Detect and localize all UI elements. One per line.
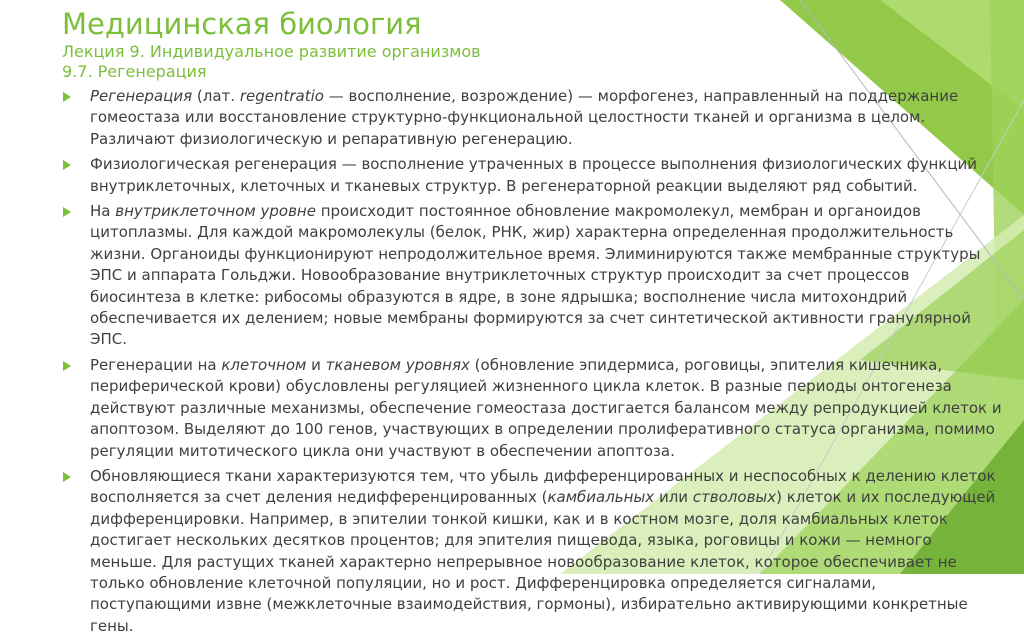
bullet-italic-term: тканевом уровнях xyxy=(325,355,470,374)
bullet-text: Регенерации на xyxy=(90,355,222,374)
bullet-item xyxy=(62,466,1002,637)
bullet-italic-term: камбиальных xyxy=(547,488,655,507)
bullet-text: ) клеток и их последующей дифференцировки. Например, в эпителии тонкой кишки, как и в костном мозге, доля камбиальных клеток достигает нескольких десятков процентов; для эпителия пищевода, языка, роговицы и кожи — немного меньше. Для растущих тканей характерно непрерывное новообразование клеток, которое обеспечивает не только обновление клеточной популяции, но и рост. Дифференцировка определяется сигналами, поступающими извне (межклеточные взаимодействия, гормоны), избирательно активирующими конкретные гены. xyxy=(90,488,996,635)
bullet-text: или xyxy=(654,488,693,507)
slide-title-block xyxy=(62,6,481,82)
bullet-item xyxy=(62,201,1002,351)
triangle-bullet-icon xyxy=(63,207,71,217)
bullet-italic-term: regentratio xyxy=(239,87,324,105)
bullet-item xyxy=(62,355,1002,462)
bullet-text: (лат. xyxy=(192,87,240,105)
bullet-text: Физиологическая регенерация — восполнение утраченных в процессе выполнения физиологических функций внутриклеточных, клеточных и тканевых структур. В регенераторной реакции выделяют ряд событий. xyxy=(90,155,978,195)
triangle-bullet-icon xyxy=(63,361,71,371)
triangle-bullet-icon xyxy=(63,92,71,102)
slide-subtitle-lecture: Лекция 9. Индивидуальное развитие организмов xyxy=(62,42,481,61)
bullet-text: — восполнение, возрождение) — морфогенез, направленный на поддержание гомеостаза или восстановление структурно-функциональной целостности тканей и организма в целом. Различают физиологическую и репаративную регенерацию. xyxy=(90,87,959,148)
bullet-item xyxy=(62,154,1002,197)
bullet-italic-term: стволовых xyxy=(692,488,777,507)
bullet-text: (обновление эпидермиса, роговицы, эпителия кишечника, периферической крови) обусловлены регуляцией жизненного цикла клеток. В разные периоды онтогенеза действуют различные механизмы, обеспечение гомеостаза достигается балансом между репродукцией клеток и апоптозом. Выделяют до 100 генов, участвующих в определении пролиферативного статуса организма, помимо регуляции митотического цикла они участвуют в обеспечении апоптоза. xyxy=(90,355,1002,460)
bullet-item xyxy=(62,86,1002,150)
bullet-text: На xyxy=(90,202,116,221)
slide-content xyxy=(62,86,1002,641)
bullet-italic-term: Регенерация xyxy=(90,87,193,105)
bullet-italic-term: внутриклеточном уровне xyxy=(115,202,316,221)
bullet-text: Обновляющиеся ткани характеризуются тем, что убыль дифференцированных и неспособных к делению клеток восполняется за счет деления недифференцированных ( xyxy=(90,466,996,507)
slide-title: Медицинская биология xyxy=(62,7,422,41)
bullet-list xyxy=(62,86,1002,637)
triangle-bullet-icon xyxy=(63,472,71,482)
triangle-bullet-icon xyxy=(63,160,71,170)
bullet-italic-term: клеточном xyxy=(221,355,307,374)
bullet-text: происходит постоянное обновление макромолекул, мембран и органоидов цитоплазмы. Для каждой макромолекулы (белок, РНК, жир) характерна определенная продолжительность жизни. Органоиды функционируют непродолжительное время. Элиминируются также мембранные структуры ЭПС и аппарата Гольджи. Новообразование внутриклеточных структур происходит за счет процессов биосинтеза в клетке: рибосомы образуются в ядре, в зоне ядрышка; восполнение числа митохондрий обеспечивается их делением; новые мембраны формируются за счет синтетической активности гранулярной ЭПС. xyxy=(90,202,981,349)
bullet-text: и xyxy=(306,355,326,374)
slide-subtitle-section: 9.7. Регенерация xyxy=(62,62,207,81)
